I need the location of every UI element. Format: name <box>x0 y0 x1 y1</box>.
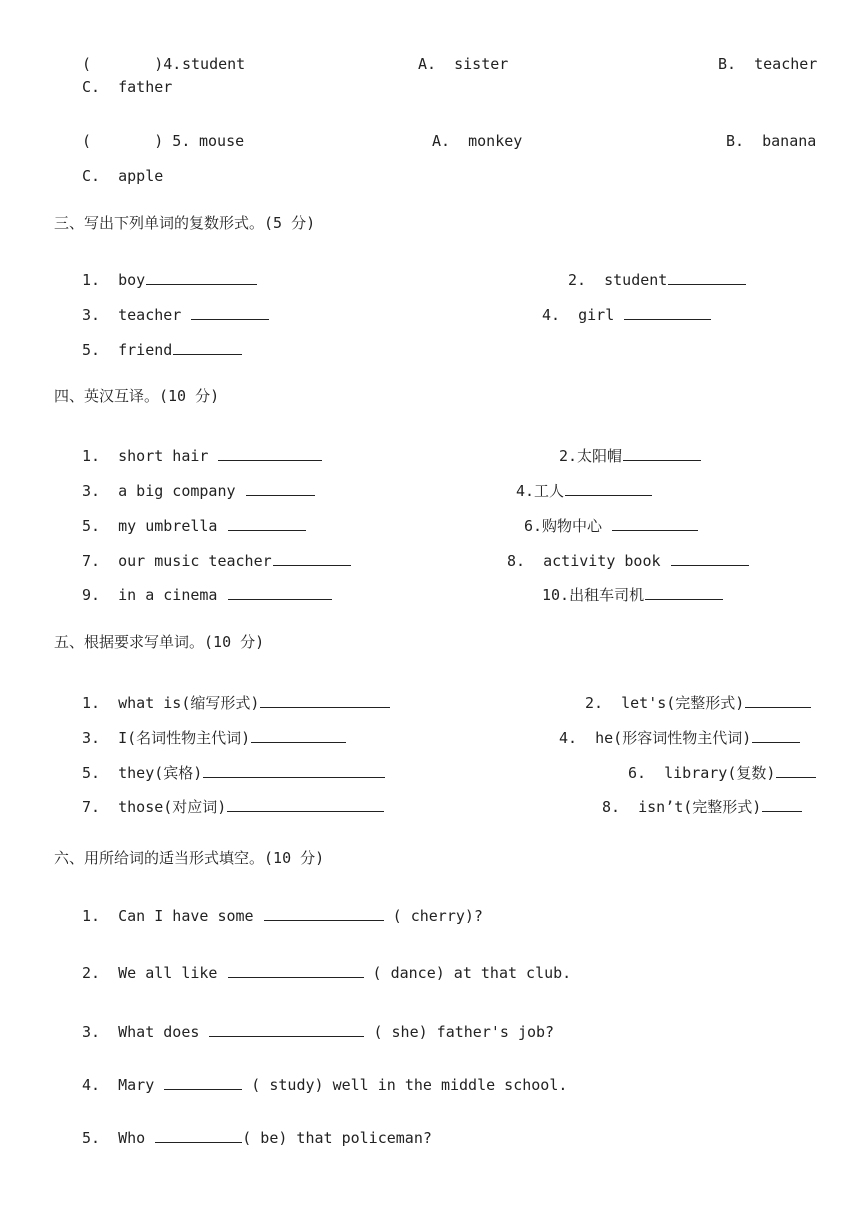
s5-item-2: 2. let's(完整形式) <box>585 693 811 713</box>
section3-title: 三、写出下列单词的复数形式。(5 分) <box>54 214 316 232</box>
s4-item-10: 10.出租车司机 <box>542 585 723 605</box>
s4-item-2: 2.太阳帽 <box>559 446 701 466</box>
answer-blank[interactable] <box>264 906 384 921</box>
answer-blank[interactable] <box>218 446 322 461</box>
answer-blank[interactable] <box>227 797 384 812</box>
s6-item-2: 2. We all like ( dance) at that club. <box>82 964 572 982</box>
answer-blank[interactable] <box>668 270 746 285</box>
answer-blank[interactable] <box>565 481 652 496</box>
answer-blank[interactable] <box>776 763 816 778</box>
s6-item-3: 3. What does ( she) father's job? <box>82 1023 555 1041</box>
q4-word: student <box>182 55 246 73</box>
answer-blank[interactable] <box>762 797 802 812</box>
s4-item-9: 9. in a cinema <box>82 585 332 605</box>
q5-option-a: A. monkey <box>432 132 523 150</box>
answer-blank[interactable] <box>155 1128 242 1143</box>
s4-item-4: 4.工人 <box>516 481 652 501</box>
s4-item-5: 5. my umbrella <box>82 516 306 536</box>
answer-blank[interactable] <box>228 963 364 978</box>
s5-item-3: 3. I(名词性物主代词) <box>82 728 346 748</box>
section4-title: 四、英汉互译。(10 分) <box>54 387 220 405</box>
s4-item-6: 6.购物中心 <box>524 516 698 536</box>
answer-blank[interactable] <box>624 305 711 320</box>
s4-item-8: 8. activity book <box>507 551 749 571</box>
s6-item-4: 4. Mary ( study) well in the middle school. <box>82 1076 568 1094</box>
q5-word: mouse <box>199 132 245 150</box>
section6-title: 六、用所给词的适当形式填空。(10 分) <box>54 849 325 867</box>
s3-item-3: 3. teacher <box>82 305 269 325</box>
answer-blank[interactable] <box>273 551 351 566</box>
answer-blank[interactable] <box>209 1022 364 1037</box>
answer-blank[interactable] <box>251 728 346 743</box>
s3-item-2: 2. student <box>568 270 746 290</box>
answer-blank[interactable] <box>173 340 242 355</box>
answer-blank[interactable] <box>623 446 701 461</box>
answer-blank[interactable] <box>228 516 306 531</box>
s3-item-4: 4. girl <box>542 305 711 325</box>
answer-blank[interactable] <box>612 516 698 531</box>
q4-paren: ( )4. <box>82 55 182 73</box>
q4-option-b: B. teacher <box>718 55 818 73</box>
s4-item-7: 7. our music teacher <box>82 551 351 571</box>
s5-item-6: 6. library(复数) <box>628 763 816 783</box>
answer-blank[interactable] <box>671 551 749 566</box>
section5-title: 五、根据要求写单词。(10 分) <box>54 633 265 651</box>
q4-option-a: A. sister <box>418 55 509 73</box>
answer-blank[interactable] <box>228 585 332 600</box>
answer-blank[interactable] <box>203 763 385 778</box>
q4-option-c: C. father <box>82 78 173 96</box>
q5-option-b: B. banana <box>726 132 817 150</box>
answer-blank[interactable] <box>645 585 723 600</box>
q5-option-c: C. apple <box>82 167 164 185</box>
s4-item-3: 3. a big company <box>82 481 315 501</box>
answer-blank[interactable] <box>146 270 257 285</box>
answer-blank[interactable] <box>745 693 811 708</box>
s4-item-1: 1. short hair <box>82 446 322 466</box>
s3-item-1: 1. boy <box>82 270 257 290</box>
s5-item-1: 1. what is(缩写形式) <box>82 693 390 713</box>
s5-item-5: 5. they(宾格) <box>82 763 385 783</box>
s6-item-5: 5. Who ( be) that policeman? <box>82 1129 432 1147</box>
answer-blank[interactable] <box>164 1075 242 1090</box>
s5-item-8: 8. isn’t(完整形式) <box>602 797 802 817</box>
answer-blank[interactable] <box>752 728 800 743</box>
s3-item-5: 5. friend <box>82 340 242 360</box>
q5-paren: ( ) 5. <box>82 132 191 150</box>
answer-blank[interactable] <box>191 305 269 320</box>
s6-item-1: 1. Can I have some ( cherry)? <box>82 907 483 925</box>
answer-blank[interactable] <box>246 481 315 496</box>
s5-item-7: 7. those(对应词) <box>82 797 384 817</box>
answer-blank[interactable] <box>260 693 390 708</box>
s5-item-4: 4. he(形容词性物主代词) <box>559 728 800 748</box>
